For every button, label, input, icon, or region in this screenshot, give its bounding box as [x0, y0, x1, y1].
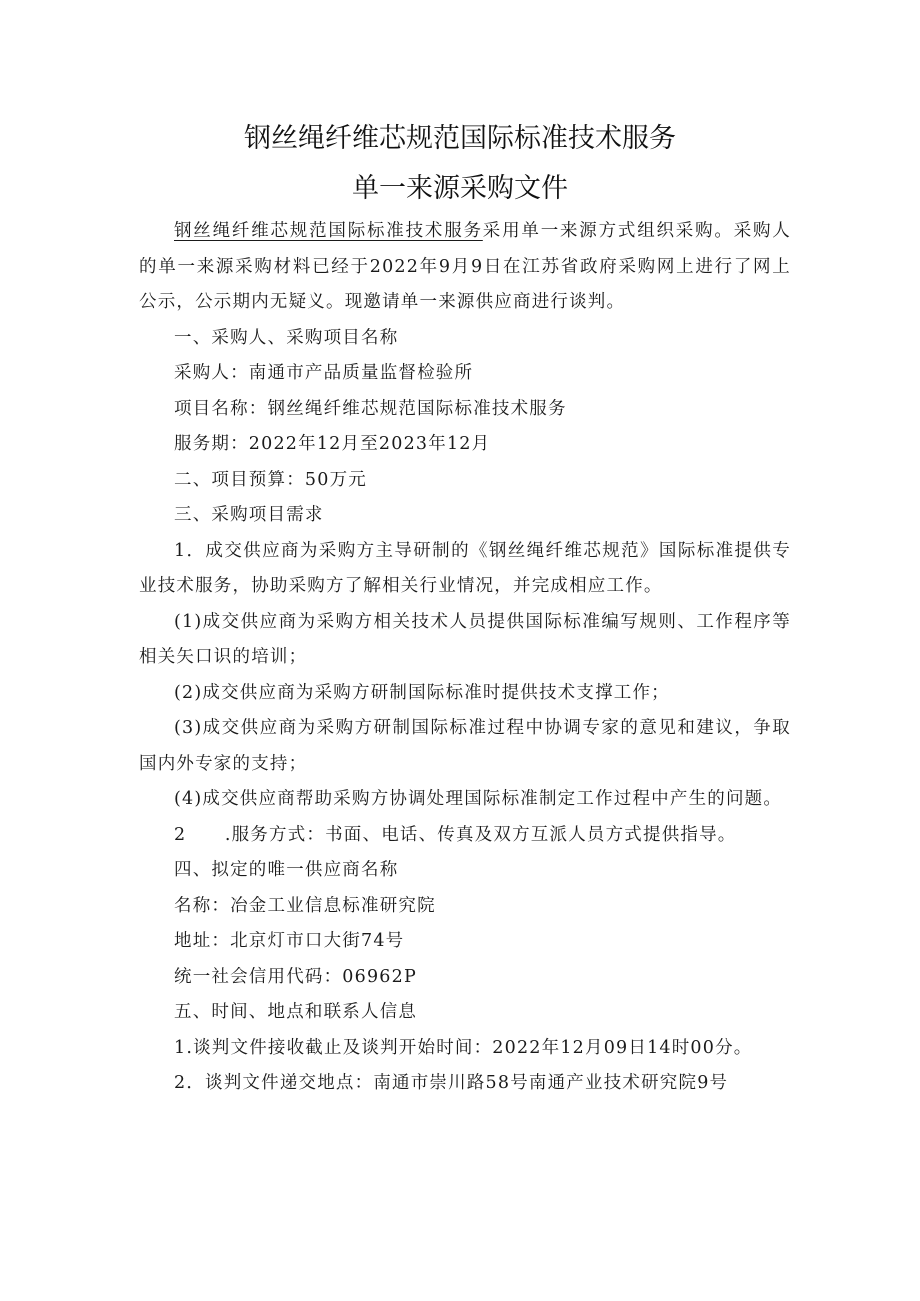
section1-heading: 一、采购人、采购项目名称	[174, 327, 399, 348]
time-info-line: 1.谈判文件接收截止及谈判开始时间：2022年12月09日14时00分。	[174, 1037, 753, 1058]
requirement-2-number: 2	[174, 824, 187, 845]
service-period-line: 服务期：2022年12月至2023年12月	[174, 434, 491, 454]
intro-paragraph	[139, 214, 791, 321]
supplier-credit-code-line: 统一社会信用代码：06962P	[174, 966, 417, 987]
document-title-line1: 钢丝绳纤维芯规范国际标准技术服务	[244, 123, 676, 154]
section3-heading: 三、采购项目需求	[174, 505, 324, 525]
intro-text: 采用单一来源方式组织采购。采购人的单一来源采购材料已经于2022年9月9日在江苏省政府采购网上进行了网上公示，公示期内无疑义。现邀请单一来源供应商进行谈判。	[139, 221, 791, 312]
place-info-line: 2．谈判文件递交地点：南通市崇川路58号南通产业技术研究院9号	[174, 1073, 729, 1093]
requirement-1-sub-1: (1)成交供应商为采购方相关技术人员提供国际标准编写规则、工作程序等相关矢口识的培训；	[139, 611, 791, 667]
section4-heading: 四、拟定的唯一供应商名称	[174, 860, 399, 880]
requirement-2-text: .服务方式：书面、电话、传真及双方互派人员方式提供指导。	[224, 824, 737, 845]
project-name-line: 项目名称：钢丝绳纤维芯规范国际标准技术服务	[174, 398, 567, 419]
document-title-line2: 单一来源采购文件	[352, 173, 568, 204]
requirement-1-sub-4: (4)成交供应商帮助采购方协调处理国际标准制定工作过程中产生的问题。	[174, 789, 783, 809]
section5-heading: 五、时间、地点和联系人信息	[174, 1002, 418, 1022]
supplier-address-line: 地址：北京灯市口大街74号	[174, 931, 405, 951]
requirement-1: 1．成交供应商为采购方主导研制的《钢丝绳纤维芯规范》国际标准提供专业技术服务，协助采购方了解相关行业情况，并完成相应工作。	[139, 540, 791, 596]
document-body	[139, 214, 791, 1102]
requirement-1-sub-3: (3)成交供应商为采购方研制国际标准过程中协调专家的意见和建议，争取国内外专家的支持；	[139, 718, 791, 774]
supplier-name-line: 名称：冶金工业信息标准研究院	[174, 895, 436, 916]
section2-heading: 二、项目预算：50万元	[174, 469, 367, 490]
project-name-underlined: 钢丝绳纤维芯规范国际标准技术服务	[174, 221, 483, 241]
requirement-2	[139, 818, 791, 854]
requirement-1-sub-2: (2)成交供应商为采购方研制国际标准时提供技术支撑工作；	[174, 682, 670, 703]
purchaser-line: 采购人：南通市产品质量监督检验所	[174, 363, 474, 383]
